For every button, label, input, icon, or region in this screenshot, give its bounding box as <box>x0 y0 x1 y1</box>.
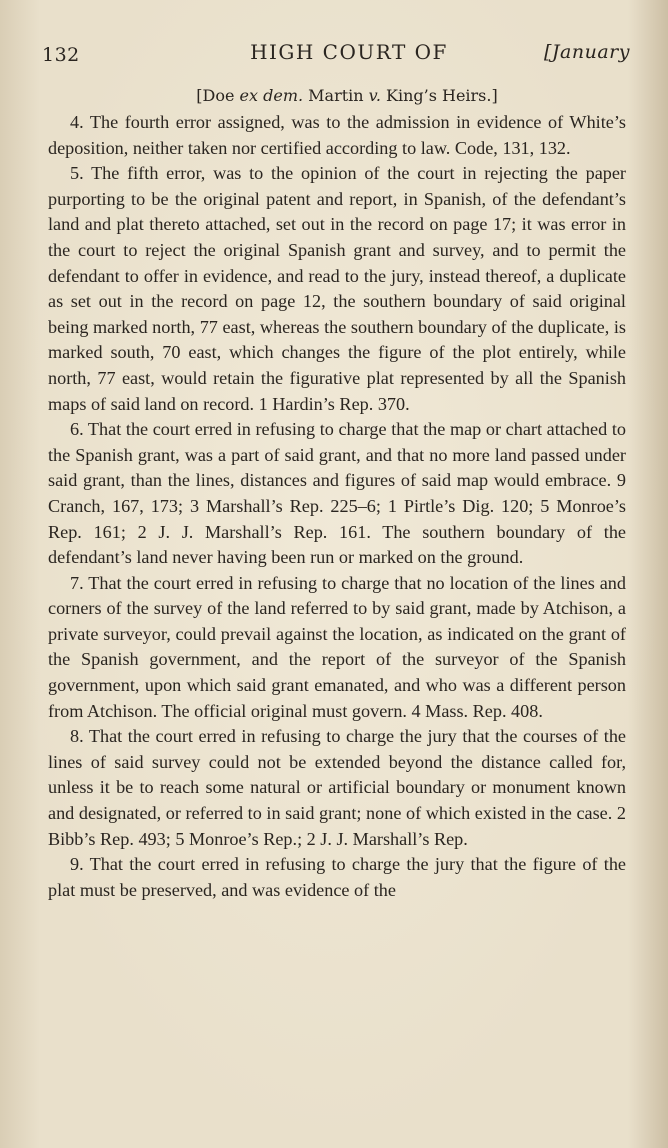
case-caption-close: King’s Heirs.] <box>380 86 498 105</box>
case-caption <box>0 86 668 105</box>
body-text <box>48 110 626 903</box>
paragraph-error-4: 4. The fourth error assigned, was to the admission in evidence of White’s deposition, neither taken nor certified according to law. Code, 131, 132. <box>48 112 626 158</box>
case-caption-versus: v. <box>368 86 381 105</box>
case-caption-ex-dem: ex dem. <box>239 86 304 105</box>
case-caption-open: [Doe <box>196 86 240 105</box>
paragraph-error-6: 6. That the court erred in refusing to charge that the map or chart attached to the Spanish grant, was a part of said grant, and that no more land passed under said grant, than the lines, distances and figures of said map would embrace. 9 Cranch, 167, 173; 3 Marshall’s Rep. 225–6; 1 Pirtle’s Dig. 120; 5 Monroe’s Rep. 161; 2 J. J. Marshall’s Rep. 161. The southern boundary of the defendant’s land never having been run or marked on the ground. <box>48 419 626 568</box>
case-caption-middle: Martin <box>303 86 369 105</box>
page-number: 132 <box>42 44 80 66</box>
paragraph-error-7: 7. That the court erred in refusing to charge that no location of the lines and corners of the survey of the land referred to by said grant, made by Atchison, a private surveyor, could prevail against the location, as indicated on the grant of the Spanish government, and the report of the surveyor of the Spanish government, upon which said grant emanated, and who was a different person from Atchison. The official original must govern. 4 Mass. Rep. 408. <box>48 572 626 721</box>
page-header <box>42 38 630 70</box>
paragraph-error-5: 5. The fifth error, was to the opinion of the court in rejecting the paper purporting to be the original patent and report, in Spanish, of the defendant’s land and plat thereto attached, set out in the record on page 17; it was error in the court to reject the original Spanish grant and survey, and to permit the defendant to offer in evidence, and read to the jury, instead thereof, a duplicate as set out in the record on page 12, the southern boundary of said original being marked north, 77 east, whereas the southern boundary of the duplicate, is marked south, 70 east, which changes the figure of the plot entirely, while north, 77 east, would retain the figurative plat represented by all the Spanish maps of said land on record. 1 Hardin’s Rep. 370. <box>48 163 626 414</box>
running-head: HIGH COURT OF <box>250 40 448 64</box>
paragraph-error-8: 8. That the court erred in refusing to charge the jury that the courses of the lines of said survey could not be extended beyond the distance called for, unless it be to reach some natural or artificial boundary or monument known and designated, or referred to in said grant; none of which existed in the case. 2 Bibb’s Rep. 493; 5 Monroe’s Rep.; 2 J. J. Marshall’s Rep. <box>48 726 626 849</box>
paragraph-error-9: 9. That the court erred in refusing to charge the jury that the figure of the plat must be preserved, and was evidence of the <box>48 854 626 900</box>
header-month: [January <box>544 41 630 63</box>
